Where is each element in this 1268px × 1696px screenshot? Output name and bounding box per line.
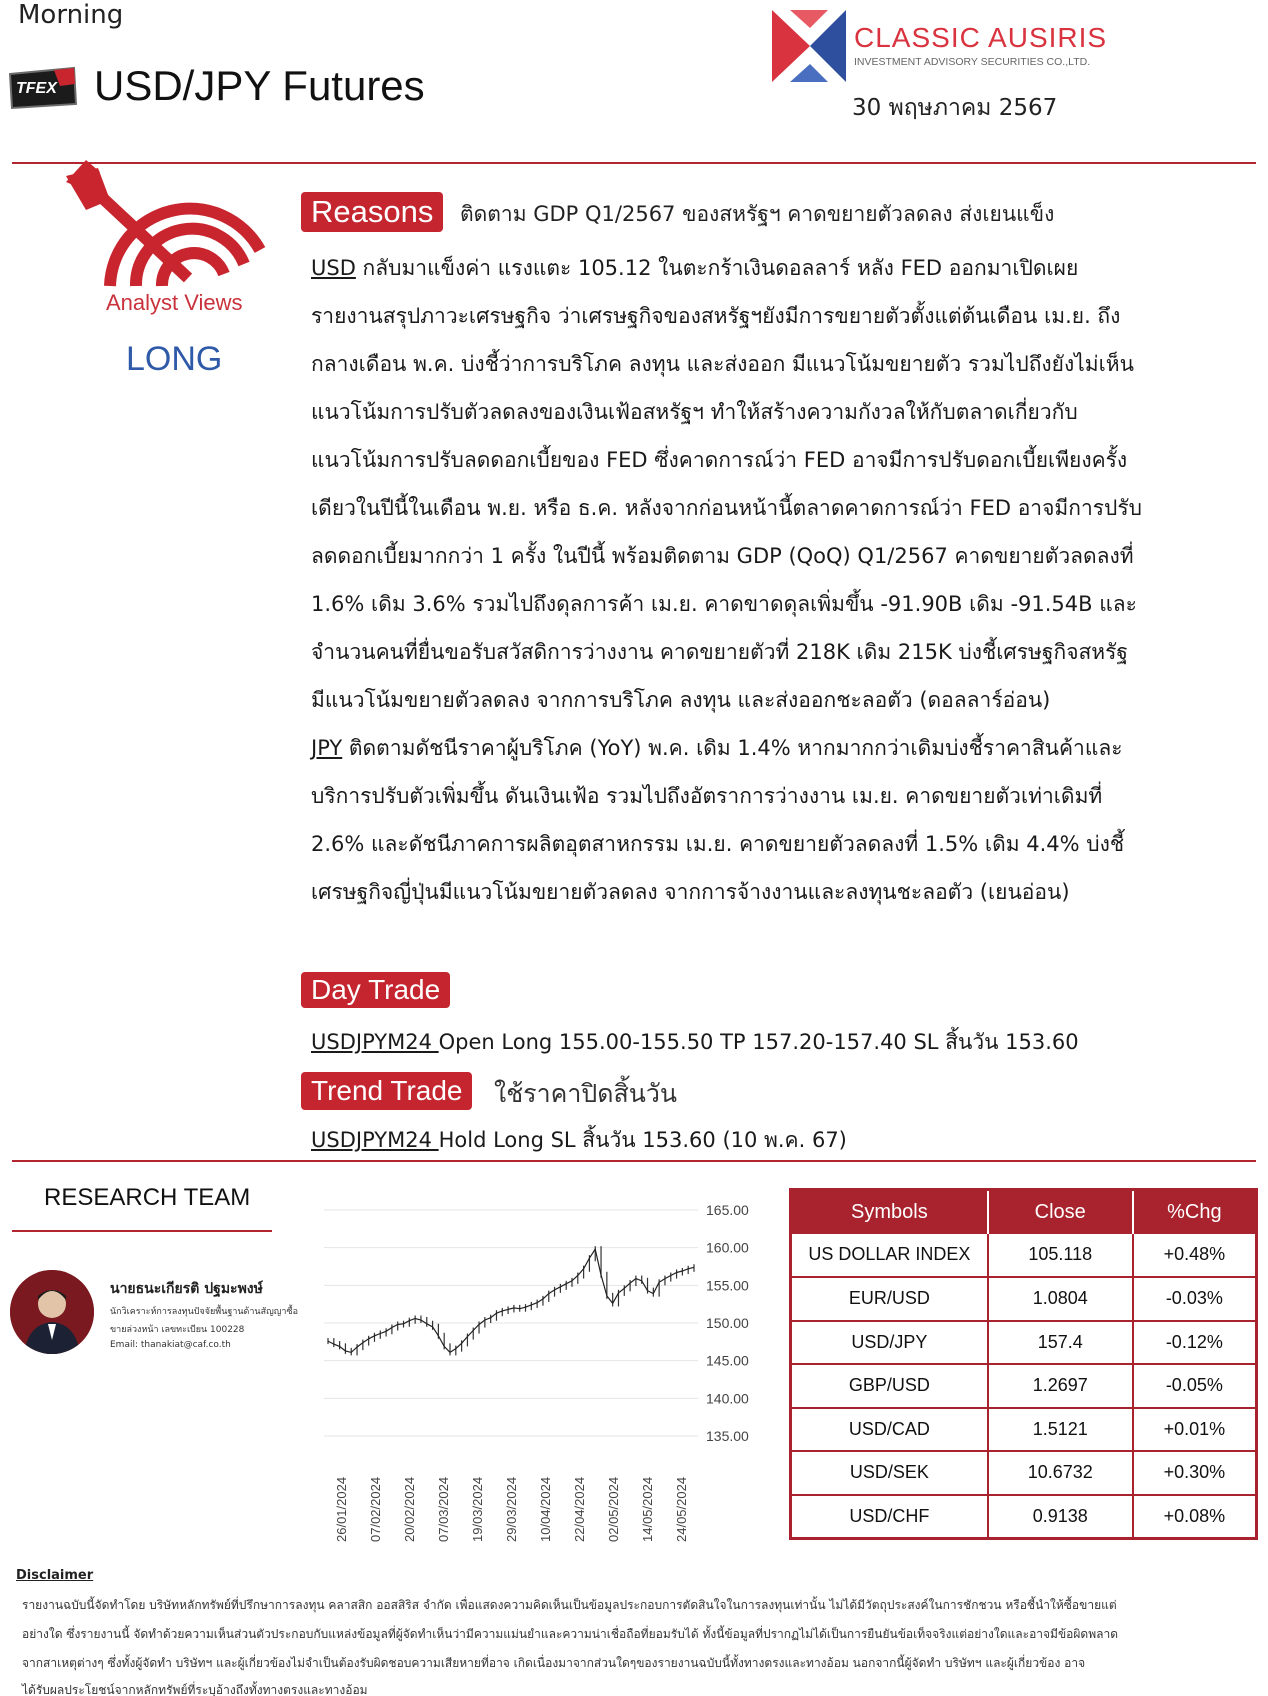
column-header-close: Close bbox=[988, 1190, 1133, 1234]
jpy-line: 2.6% และดัชนีภาคการผลิตอุตสาหกรรม เม.ย. คาดขยายตัวลดลงที่ 1.5% เดิม 4.4% บ่งชี้ bbox=[311, 832, 1125, 856]
tfex-logo-text: TFEX bbox=[16, 80, 57, 97]
chg-cell: +0.30% bbox=[1133, 1451, 1257, 1495]
table-row bbox=[791, 1408, 1257, 1452]
x-tick-label: 07/02/2024 bbox=[368, 1476, 383, 1542]
chg-cell: +0.08% bbox=[1133, 1495, 1257, 1539]
chg-cell: +0.48% bbox=[1133, 1234, 1257, 1278]
usdjpy-price-chart bbox=[300, 1190, 780, 1550]
analyst-email: Email: thanakiat@caf.co.th bbox=[110, 1340, 231, 1350]
chg-cell: -0.12% bbox=[1133, 1321, 1257, 1365]
close-cell: 105.118 bbox=[988, 1234, 1133, 1278]
chg-cell: -0.05% bbox=[1133, 1364, 1257, 1408]
jpy-line: เศรษฐกิจญี่ปุ่นมีแนวโน้มขยายตัวลดลง จากการจ้างงานและลงทุนชะลอตัว (เยนอ่อน) bbox=[311, 880, 1070, 904]
tfex-logo-icon bbox=[8, 66, 78, 110]
day-trade-symbol: USDJPYM24 bbox=[311, 1030, 439, 1054]
chg-cell: +0.01% bbox=[1133, 1408, 1257, 1452]
y-tick-label: 145.00 bbox=[706, 1352, 749, 1369]
jpy-line bbox=[311, 732, 1123, 765]
table-row bbox=[791, 1451, 1257, 1495]
day-trade-detail: Open Long 155.00-155.50 TP 157.20-157.40 SL สิ้นวัน 153.60 bbox=[438, 1030, 1079, 1054]
y-tick-label: 160.00 bbox=[706, 1239, 749, 1256]
symbol-cell: USD/SEK bbox=[791, 1451, 988, 1495]
table-row bbox=[791, 1321, 1257, 1365]
reasons-line bbox=[311, 252, 1078, 285]
reasons-text: กลับมาแข็งค่า แรงแตะ 105.12 ในตะกร้าเงินดอลลาร์ หลัง FED ออกมาเปิดเผย bbox=[355, 256, 1079, 280]
reasons-line: จำนวนคนที่ยื่นขอรับสวัสดิการว่างงาน คาดขยายตัวที่ 218K เดิม 215K บ่งชี้เศรษฐกิจสหรัฐ bbox=[311, 640, 1129, 664]
brand-name: CLASSIC AUSIRIS bbox=[854, 22, 1108, 53]
research-team-underline bbox=[12, 1230, 272, 1232]
disclaimer-line: อย่างใด ซึ่งรายงานนี้ จัดทำด้วยความเห็นส่วนตัวประกอบกับแหล่งข้อมูลที่ผู้จัดทำเห็นว่ามีความแม่นยำและความน่าเชื่อถือที่ยอมรับได้ ทั้งนี้ข้อมูลที่ปรากฏไม่ได้เป็นการยืนยันข้อเท็จจริงแต่อย่างใดและอาจมีข้อผิดพลาด bbox=[22, 1627, 1118, 1641]
classic-ausiris-logo-icon bbox=[772, 10, 846, 82]
jpy-tag: JPY bbox=[311, 736, 343, 760]
reasons-line: แนวโน้มการปรับลดดอกเบี้ยของ FED ซึ่งคาดการณ์ว่า FED อาจมีการปรับดอกเบี้ยเพียงครั้ง bbox=[311, 448, 1128, 472]
reasons-line: มีแนวโน้มขยายตัวลดลง จากการบริโภค ลงทุน และส่งออกชะลอตัว (ดอลลาร์อ่อน) bbox=[311, 688, 1051, 712]
reasons-line: 1.6% เดิม 3.6% รวมไปถึงดุลการค้า เม.ย. คาดขาดดุลเพิ่มขึ้น -91.90B เดิม -91.54B และ bbox=[311, 592, 1137, 616]
table-row bbox=[791, 1234, 1257, 1278]
trend-trade-note: ใช้ราคาปิดสิ้นวัน bbox=[494, 1079, 677, 1108]
y-tick-label: 165.00 bbox=[706, 1202, 749, 1218]
target-arrow-icon bbox=[66, 160, 266, 292]
reasons-line: ลดดอกเบี้ยมากกว่า 1 ครั้ง ในปีนี้ พร้อมติดตาม GDP (QoQ) Q1/2567 คาดขยายตัวลดลงที่ bbox=[311, 544, 1134, 568]
x-tick-label: 02/05/2024 bbox=[606, 1476, 621, 1542]
x-tick-label: 07/03/2024 bbox=[436, 1476, 451, 1542]
day-trade-line bbox=[311, 1026, 1079, 1059]
symbol-cell: GBP/USD bbox=[791, 1364, 988, 1408]
close-cell: 1.5121 bbox=[988, 1408, 1133, 1452]
x-tick-label: 26/01/2024 bbox=[334, 1476, 349, 1542]
disclaimer-title: Disclaimer bbox=[16, 1568, 94, 1583]
x-tick-label: 29/03/2024 bbox=[504, 1476, 519, 1542]
analyst-stance: LONG bbox=[126, 340, 223, 378]
section-divider bbox=[12, 1160, 1256, 1162]
y-tick-label: 140.00 bbox=[706, 1390, 749, 1407]
analyst-photo-icon bbox=[10, 1270, 94, 1354]
x-tick-label: 10/04/2024 bbox=[538, 1476, 553, 1542]
reasons-badge: Reasons bbox=[301, 192, 443, 232]
reasons-line: แนวโน้มการปรับตัวลดลงของเงินเฟ้อสหรัฐฯ ทำให้สร้างความกังวลให้กับตลาดเกี่ยวกับ bbox=[311, 400, 1078, 424]
x-tick-label: 24/05/2024 bbox=[674, 1476, 689, 1542]
trend-trade-badge: Trend Trade bbox=[301, 1072, 472, 1110]
usd-tag: USD bbox=[311, 256, 356, 280]
analyst-avatar bbox=[10, 1270, 94, 1354]
y-tick-label: 150.00 bbox=[706, 1315, 749, 1331]
y-tick-label: 135.00 bbox=[706, 1428, 749, 1444]
close-cell: 157.4 bbox=[988, 1321, 1133, 1365]
x-tick-label: 14/05/2024 bbox=[640, 1476, 655, 1542]
brand-subtitle: INVESTMENT ADVISORY SECURITIES CO.,LTD. bbox=[854, 56, 1091, 68]
close-cell: 1.2697 bbox=[988, 1364, 1133, 1408]
disclaimer-line: รายงานฉบับนี้จัดทำโดย บริษัทหลักทรัพย์ที่ปรึกษาการลงทุน คลาสสิก ออสสิริส จำกัด เพื่อแสดงความคิดเห็นเป็นข้อมูลประกอบการตัดสินใจในการลงทุนเท่านั้น ไม่ได้มีวัตถุประสงค์ในการชักชวน หรือชี้นำให้ซื้อขายแต่ bbox=[22, 1598, 1117, 1612]
chg-cell: -0.03% bbox=[1133, 1277, 1257, 1321]
jpy-line: บริการปรับตัวเพิ่มขึ้น ดันเงินเฟ้อ รวมไปถึงอัตราการว่างงาน เม.ย. คาดขยายตัวเท่าเดิมที่ bbox=[311, 784, 1103, 808]
table-row bbox=[791, 1495, 1257, 1539]
analyst-role: นักวิเคราะห์การลงทุนปัจจัยพื้นฐานด้านสัญญาซื้อ bbox=[110, 1307, 298, 1317]
close-cell: 1.0804 bbox=[988, 1277, 1133, 1321]
trend-trade-line bbox=[311, 1124, 847, 1157]
close-cell: 10.6732 bbox=[988, 1451, 1133, 1495]
symbol-cell: EUR/USD bbox=[791, 1277, 988, 1321]
column-header-chg: %Chg bbox=[1133, 1190, 1257, 1234]
edition-label: Morning bbox=[18, 0, 124, 30]
reasons-line: เดียวในปีนี้ในเดือน พ.ย. หรือ ธ.ค. หลังจากก่อนหน้านี้ตลาดคาดการณ์ว่า FED อาจมีการปรับ bbox=[311, 496, 1142, 520]
symbol-cell: US DOLLAR INDEX bbox=[791, 1234, 988, 1278]
x-tick-label: 19/03/2024 bbox=[470, 1476, 485, 1542]
y-tick-label: 155.00 bbox=[706, 1277, 749, 1294]
day-trade-badge: Day Trade bbox=[301, 972, 450, 1008]
jpy-text: ติดตามดัชนีราคาผู้บริโภค (YoY) พ.ค. เดิม 1.4% หากมากกว่าเดิมบ่งชี้ราคาสินค้าและ bbox=[342, 736, 1123, 760]
trend-trade-detail: Hold Long SL สิ้นวัน 153.60 (10 พ.ค. 67) bbox=[438, 1128, 847, 1152]
trend-trade-symbol: USDJPYM24 bbox=[311, 1128, 439, 1152]
reasons-headline: ติดตาม GDP Q1/2567 ของสหรัฐฯ คาดขยายตัวลดลง ส่งเยนแข็ง bbox=[460, 202, 1055, 226]
analyst-views-label: Analyst Views bbox=[106, 290, 243, 315]
x-tick-label: 22/04/2024 bbox=[572, 1476, 587, 1542]
x-tick-label: 20/02/2024 bbox=[402, 1476, 417, 1542]
reasons-line: รายงานสรุปภาวะเศรษฐกิจ ว่าเศรษฐกิจของสหรัฐฯยังมีการขยายตัวตั้งแต่ต้นเดือน เม.ย. ถึง bbox=[311, 304, 1121, 328]
page-title: USD/JPY Futures bbox=[94, 62, 425, 109]
research-team-title: RESEARCH TEAM bbox=[44, 1184, 251, 1211]
symbol-cell: USD/CHF bbox=[791, 1495, 988, 1539]
symbol-cell: USD/JPY bbox=[791, 1321, 988, 1365]
table-row bbox=[791, 1277, 1257, 1321]
reasons-line: กลางเดือน พ.ค. บ่งชี้ว่าการบริโภค ลงทุน และส่งออก มีแนวโน้มขยายตัว รวมไปถึงยังไม่เห็น bbox=[311, 352, 1135, 376]
price-line bbox=[328, 1249, 694, 1352]
table-header-row bbox=[791, 1190, 1257, 1234]
table-row bbox=[791, 1364, 1257, 1408]
fx-quotes-table bbox=[789, 1188, 1258, 1540]
analyst-registration: ขายล่วงหน้า เลขทะเบียน 100228 bbox=[110, 1325, 245, 1335]
analyst-name: นายธนะเกียรติ ปฐมะพงษ์ bbox=[110, 1281, 263, 1297]
disclaimer-line: ได้รับผลประโยชน์จากหลักทรัพย์ที่ระบุอ้างถึงทั้งทางตรงและทางอ้อม bbox=[22, 1683, 368, 1696]
column-header-symbols: Symbols bbox=[791, 1190, 988, 1234]
close-cell: 0.9138 bbox=[988, 1495, 1133, 1539]
report-date: 30 พฤษภาคม 2567 bbox=[852, 95, 1058, 121]
symbol-cell: USD/CAD bbox=[791, 1408, 988, 1452]
disclaimer-line: จากสาเหตุต่างๆ ซึ่งทั้งผู้จัดทำ บริษัทฯ และผู้เกี่ยวข้องไม่จำเป็นต้องรับผิดชอบความเสียหายที่อาจ เกิดเนื่องมาจากส่วนใดๆของรายงานฉบับนี้ทั้งทางตรงและทางอ้อม นอกจากนี้ผู้จัดทำ บริษัทฯ และผู้เกี่ยวข้อง อาจ bbox=[22, 1656, 1086, 1670]
